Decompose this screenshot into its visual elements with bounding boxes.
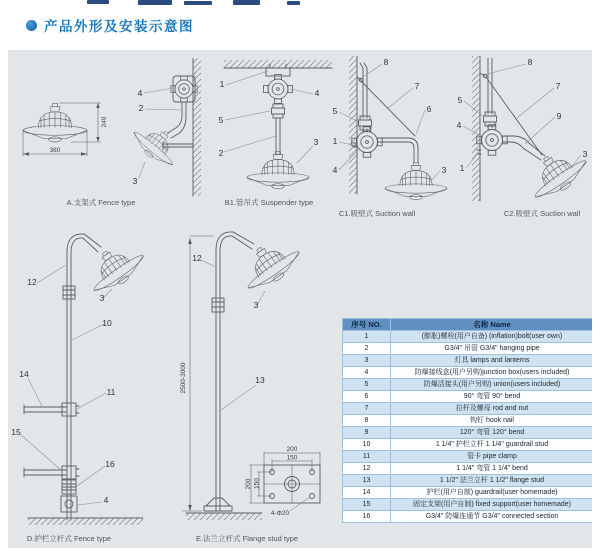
ground-hatch <box>28 518 143 525</box>
row-no: 2 <box>343 343 391 355</box>
row-no: 5 <box>343 379 391 391</box>
callout-7: 7 <box>555 81 561 91</box>
table-row <box>343 475 593 487</box>
callout-6: 6 <box>426 104 432 114</box>
diagram-d-drawing <box>8 228 168 528</box>
bullet-icon <box>26 20 37 31</box>
row-no: 15 <box>343 499 391 511</box>
callout-15: 15 <box>11 427 21 437</box>
fixed-support-icon <box>62 466 76 479</box>
table-row <box>343 487 593 499</box>
dim-width-label: 380 <box>49 147 61 154</box>
callout-8: 8 <box>527 57 533 67</box>
diagram-b1-drawing <box>218 56 338 206</box>
callout-1: 1 <box>459 163 465 173</box>
callout-2: 2 <box>218 148 224 158</box>
diagram-e-drawing <box>162 228 338 533</box>
caption-b1: B1.管吊式 Suspender type <box>224 198 314 207</box>
row-name: 90° 弯管 90° bend <box>391 391 593 403</box>
row-no: 7 <box>343 403 391 415</box>
row-no: 1 <box>343 331 391 343</box>
row-no: 16 <box>343 511 391 523</box>
callout-9: 9 <box>556 111 562 121</box>
row-name: 1 1/2" 法兰立杆 1 1/2" flange stud <box>391 475 593 487</box>
parts-table-wrap <box>342 318 592 523</box>
row-name: 120° 弯管 120° bend <box>391 427 593 439</box>
cropped-print-fragment <box>233 0 260 5</box>
lamp-icon <box>520 140 592 206</box>
caption-c2: C2.吸壁式 Suction wall <box>503 209 581 218</box>
row-name: 护栏(用户自制) guardrail(user homemade) <box>391 487 593 499</box>
front-view-drawing <box>12 58 127 198</box>
table-row <box>343 331 593 343</box>
base-flange <box>204 498 232 511</box>
diagram-c2-drawing <box>455 56 592 216</box>
row-no: 10 <box>343 439 391 451</box>
row-no: 11 <box>343 451 391 463</box>
caption-c1: C1.吸壁式 Suction wall <box>338 209 416 218</box>
row-name: 固定支架(用户自制) fixed support(user homemade) <box>391 499 593 511</box>
callout-4: 4 <box>456 120 462 130</box>
callout-11: 11 <box>106 387 116 397</box>
cropped-print-fragment <box>87 0 109 4</box>
row-name: 钩钉 hook nail <box>391 415 593 427</box>
lamp-icon <box>385 162 447 199</box>
callout-1: 1 <box>332 136 338 146</box>
junction-box-icon <box>61 496 77 512</box>
row-name: G3/4" 防爆连通节 G3/4" connected section <box>391 511 593 523</box>
lamp-front-icon <box>23 104 87 142</box>
dim-height-label: 240 <box>101 116 108 128</box>
diagram-c1-drawing <box>330 56 460 216</box>
lamp-icon <box>233 231 305 297</box>
row-name: 1 1/4" 弯管 1 1/4" bend <box>391 463 593 475</box>
flange-outer-width-dim: 200 <box>286 446 298 453</box>
table-row <box>343 511 593 523</box>
guardrail-lower <box>24 468 67 477</box>
flange-inner-height-dim: 150 <box>253 478 261 489</box>
callout-3: 3 <box>253 300 259 310</box>
row-name: 拉杆及螺母 rod and nut <box>391 403 593 415</box>
row-no: 8 <box>343 415 391 427</box>
callout-2: 2 <box>138 103 144 113</box>
table-row <box>343 439 593 451</box>
callout-3: 3 <box>313 137 319 147</box>
flange-holes-label: 4-Φ20 <box>270 510 290 517</box>
callout-5: 5 <box>218 115 224 125</box>
table-row <box>343 343 593 355</box>
pole-height-dim: 2500-3000 <box>180 362 187 394</box>
callout-13: 13 <box>255 375 265 385</box>
table-body <box>343 331 593 523</box>
table-row <box>343 379 593 391</box>
caption-e: E.法兰立杆式 Flange stud type <box>195 534 299 543</box>
table-row <box>343 391 593 403</box>
callout-4: 4 <box>332 165 338 175</box>
callout-3: 3 <box>99 293 105 303</box>
wall-hatch <box>472 56 480 201</box>
callout-3: 3 <box>582 149 588 159</box>
ground-hatch <box>186 513 262 520</box>
table-row <box>343 463 593 475</box>
cropped-print-fragment <box>138 0 172 5</box>
ceiling-hatch <box>224 60 332 68</box>
callout-1: 1 <box>219 79 225 89</box>
callout-10: 10 <box>102 318 112 328</box>
row-no: 6 <box>343 391 391 403</box>
callout-12: 12 <box>192 253 202 263</box>
junction-box-icon <box>264 75 293 104</box>
callout-3: 3 <box>132 176 138 186</box>
table-header-row <box>343 319 593 331</box>
cropped-print-fragment <box>184 1 212 5</box>
row-no: 14 <box>343 487 391 499</box>
callout-4: 4 <box>137 88 143 98</box>
callout-4: 4 <box>103 495 109 505</box>
flange-outer-height-dim: 200 <box>245 478 252 490</box>
row-name: 防爆接线盒(用户另购)junction box(users included) <box>391 367 593 379</box>
table-row <box>343 415 593 427</box>
table-row <box>343 451 593 463</box>
callout-5: 5 <box>457 95 463 105</box>
row-no: 9 <box>343 427 391 439</box>
callout-16: 16 <box>105 459 115 469</box>
callout-12: 12 <box>27 277 37 287</box>
row-no: 12 <box>343 463 391 475</box>
row-name: 灯具 lamps and lanterns <box>391 355 593 367</box>
callout-3: 3 <box>441 165 447 175</box>
header-no: 序号 NO. <box>343 319 391 331</box>
caption-a: A.支架式 Fence type <box>66 198 136 207</box>
row-no: 4 <box>343 367 391 379</box>
junction-box-icon <box>477 125 507 155</box>
row-name: 防爆活接头(用户另购) union(users included) <box>391 379 593 391</box>
callout-4: 4 <box>314 88 320 98</box>
cropped-print-fragment <box>287 1 300 5</box>
row-name: 1 1/4" 护栏立杆 1 1/4" guardrail stud <box>391 439 593 451</box>
table-row <box>343 403 593 415</box>
row-name: 管卡 pipe clamp <box>391 451 593 463</box>
row-name: G3/4" 吊管 G3/4" hanging pipe <box>391 343 593 355</box>
pipe-clamp-icon <box>62 403 76 416</box>
flange-inner-width-dim: 150 <box>286 454 298 462</box>
lamp-icon <box>247 151 309 188</box>
callout-8: 8 <box>383 57 389 67</box>
callout-7: 7 <box>414 81 420 91</box>
union-icon <box>272 104 285 118</box>
union-icon <box>484 112 497 126</box>
wall-hatch <box>349 56 357 194</box>
parts-table <box>342 318 592 523</box>
row-no: 3 <box>343 355 391 367</box>
guardrail-upper <box>24 405 67 414</box>
caption-d: D.护栏立杆式 Fence type <box>26 534 112 543</box>
page-title: 产品外形及安装示意图 <box>44 19 194 34</box>
wall-hatch <box>193 58 201 196</box>
callout-5: 5 <box>332 106 338 116</box>
row-no: 13 <box>343 475 391 487</box>
table-row <box>343 499 593 511</box>
table-row <box>343 355 593 367</box>
drawing-panel <box>8 50 592 548</box>
callout-14: 14 <box>19 369 29 379</box>
row-name: (膨胀)螺栓(用户自备) (inflation)bolt(user own) <box>391 331 593 343</box>
section-title-row <box>26 15 194 35</box>
table-row <box>343 367 593 379</box>
header-name: 名称 Name <box>391 319 593 331</box>
table-row <box>343 427 593 439</box>
diagram-a-drawing <box>126 58 231 198</box>
rod-line <box>361 81 415 136</box>
